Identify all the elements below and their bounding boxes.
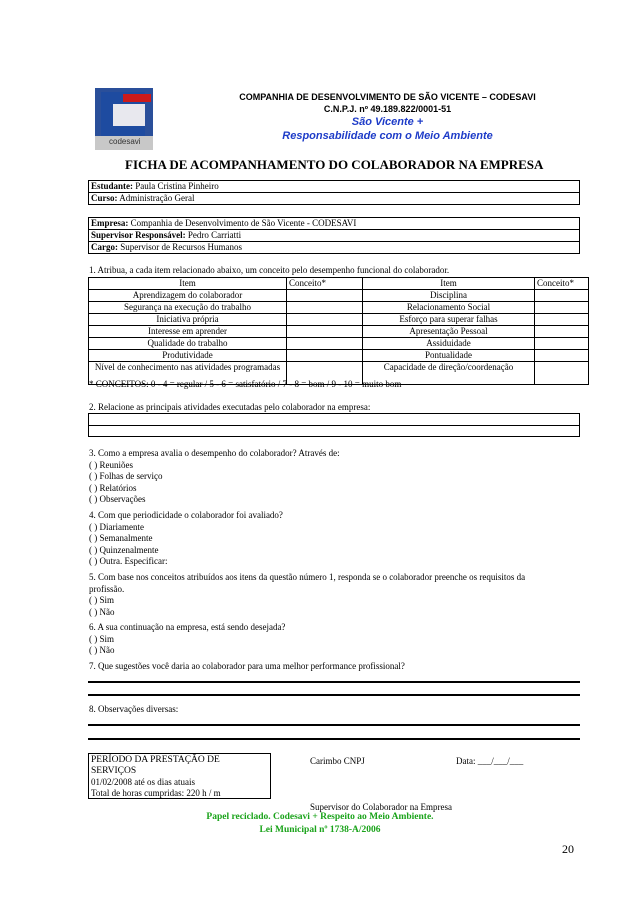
total-hours: Total de horas cumpridas: 220 h / m (91, 788, 221, 798)
concept-input[interactable] (535, 290, 589, 302)
slogan-environment: Responsabilidade com o Meio Ambiente (282, 130, 493, 142)
concept-input[interactable] (287, 326, 363, 338)
question-4-text: 4. Com que periodicidade o colaborador foi avaliado? (89, 510, 283, 520)
option-yes[interactable]: ( ) Sim (89, 595, 115, 605)
item-punctuality: Pontualidade (363, 350, 535, 362)
cnpj-stamp-label: Carimbo CNPJ (310, 756, 365, 766)
concepts-legend: * CONCEITOS: 0 - 4 = regular / 5 - 6 = satisfatório / 7 - 8 = bom / 9 - 10 = muito bom (89, 379, 402, 389)
option-yes[interactable]: ( ) Sim (89, 633, 115, 644)
question-1: 1. Atribua, a cada item relacionado abaixo, um conceito pelo desempenho funcional do colaborador. (89, 265, 450, 275)
concept-input[interactable] (287, 338, 363, 350)
page-title: FICHA DE ACOMPANHAMENTO DO COLABORADOR NA EMPRESA (125, 157, 544, 172)
logo-text: codesavi (109, 137, 141, 146)
question-3-text: 3. Como a empresa avalia o desempenho do colaborador? Através de: (89, 448, 340, 458)
activities-field[interactable] (88, 413, 580, 437)
concept-input[interactable] (535, 350, 589, 362)
page-number: 20 (562, 842, 574, 856)
option-daily[interactable]: ( ) Diariamente (89, 521, 144, 532)
period-label-cont: SERVIÇOS (91, 766, 137, 776)
option-meetings[interactable]: ( ) Reuniões (89, 459, 133, 470)
recycled-paper-note: Papel reciclado. Codesavi + Respeito ao Meio Ambiente. (206, 812, 434, 822)
question-5-text-cont: profissão. (89, 583, 125, 594)
student-value: Paula Cristina Pinheiro (135, 181, 219, 191)
concept-input[interactable] (287, 314, 363, 326)
concept-input[interactable] (287, 290, 363, 302)
option-biweekly[interactable]: ( ) Quinzenalmente (89, 544, 159, 555)
course-value: Administração Geral (119, 193, 195, 203)
municipal-law-note: Lei Municipal nº 1738-A/2006 (259, 825, 381, 835)
answer-line[interactable] (88, 724, 580, 726)
answer-line[interactable] (88, 694, 580, 696)
concept-input[interactable] (287, 302, 363, 314)
item-learning: Aprendizagem do colaborador (89, 290, 287, 302)
item-quality: Qualidade do trabalho (89, 338, 287, 350)
header-item-left: Item (89, 278, 287, 290)
option-service-sheets[interactable]: ( ) Folhas de serviço (89, 471, 163, 481)
option-reports[interactable]: ( ) Relatórios (89, 482, 137, 493)
item-knowledge: Nível de conhecimento nas atividades programadas (89, 362, 287, 385)
period-value: 01/02/2008 até os dias atuais (91, 777, 195, 787)
header-concept-right: Conceito* (535, 278, 589, 290)
question-5-text: 5. Com base nos conceitos atribuídos aos itens da questão número 1, responda se o colaborador preenche os requisitos da (89, 572, 526, 582)
item-productivity: Produtividade (89, 350, 287, 362)
supervisor-signature-label: Supervisor do Colaborador na Empresa (310, 802, 452, 812)
concept-input[interactable] (535, 338, 589, 350)
item-leadership: Capacidade de direção/coordenação (363, 362, 535, 385)
role-value: Supervisor de Recursos Humanos (120, 242, 242, 252)
company-box (88, 217, 580, 254)
evaluation-table (88, 277, 589, 385)
company-label: Empresa: (91, 218, 129, 228)
item-effort: Esforço para superar falhas (363, 314, 535, 326)
company-logo (95, 88, 153, 150)
student-box (88, 180, 580, 205)
supervisor-label: Supervisor Responsável: (91, 230, 186, 240)
date-field[interactable]: Data: ___/___/___ (456, 756, 524, 766)
question-8: 8. Observações diversas: (89, 704, 179, 714)
student-label: Estudante: (91, 181, 134, 191)
service-period-box (88, 753, 271, 799)
concept-input[interactable] (287, 350, 363, 362)
company-name: COMPANHIA DE DESENVOLVIMENTO DE SÃO VICENTE – CODESAVI (239, 92, 536, 102)
answer-line[interactable] (88, 738, 580, 740)
question-3 (89, 448, 340, 506)
item-safety: Segurança na execução do trabalho (89, 302, 287, 314)
period-label: PERÍODO DA PRESTAÇÃO DE (91, 755, 220, 765)
question-6-text: 6. A sua continuação na empresa, está sendo desejada? (89, 622, 286, 632)
item-appearance: Apresentação Pessoal (363, 326, 535, 338)
company-cnpj: C.N.P.J. nº 49.189.822/0001-51 (323, 104, 452, 114)
question-5 (89, 572, 525, 618)
company-value: Companhia de Desenvolvimento de São Vicente - CODESAVI (130, 218, 357, 228)
item-attendance: Assiduidade (363, 338, 535, 350)
question-4 (89, 510, 283, 568)
question-2: 2. Relacione as principais atividades executadas pelo colaborador na empresa: (89, 402, 371, 412)
slogan-city: São Vicente + (351, 116, 424, 128)
header-concept-left: Conceito* (287, 278, 363, 290)
concept-input[interactable] (535, 314, 589, 326)
option-observations[interactable]: ( ) Observações (89, 494, 146, 504)
answer-line[interactable] (88, 681, 580, 683)
concept-input[interactable] (535, 302, 589, 314)
question-6 (89, 622, 285, 657)
course-label: Curso: (91, 193, 118, 203)
concept-input[interactable] (535, 326, 589, 338)
header-item-right: Item (363, 278, 535, 290)
role-label: Cargo: (91, 242, 118, 252)
option-no[interactable]: ( ) Não (89, 645, 115, 655)
concept-input[interactable] (535, 362, 589, 385)
item-initiative: Iniciativa própria (89, 314, 287, 326)
item-social: Relacionamento Social (363, 302, 535, 314)
option-other[interactable]: ( ) Outra. Especificar: (89, 556, 168, 566)
option-no[interactable]: ( ) Não (89, 606, 115, 617)
supervisor-value: Pedro Carriatti (187, 230, 242, 240)
item-discipline: Disciplina (363, 290, 535, 302)
item-interest: Interesse em aprender (89, 326, 287, 338)
option-weekly[interactable]: ( ) Semanalmente (89, 533, 153, 543)
question-7: 7. Que sugestões você daria ao colaborador para uma melhor performance profissional? (89, 661, 405, 671)
